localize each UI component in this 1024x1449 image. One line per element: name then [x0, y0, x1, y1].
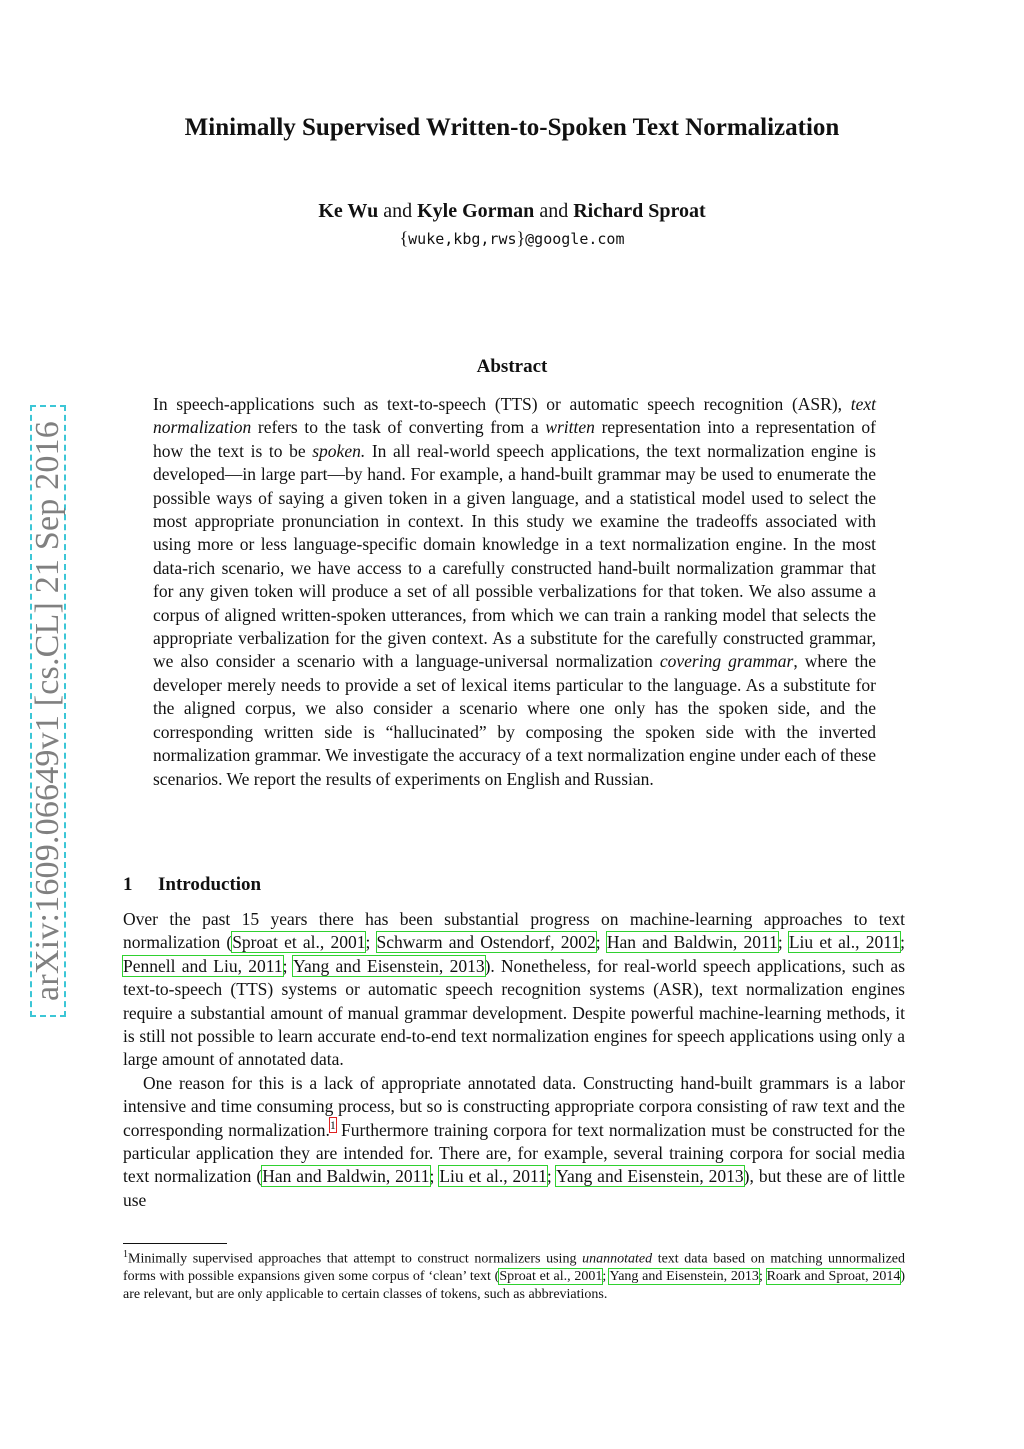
citation-link[interactable]: Han and Baldwin, 2011 [262, 1166, 430, 1187]
paragraph-text: ), but these are of little use [123, 1166, 905, 1210]
paragraph-text: Over the past 15 years there has been substantial progress on machine-learning approaches to text normalization ( [123, 909, 905, 953]
footnote-text: ) are relevant, but are only applicable to certain classes of tokens, such as abbreviations. [123, 1269, 906, 1302]
author-line [0, 200, 1024, 223]
footnote-link[interactable]: 1 [329, 1117, 336, 1132]
abstract-text: refers to the task of converting from a [251, 417, 546, 438]
footnote-divider [123, 1243, 227, 1244]
abstract-text: In speech-applications such as text-to-speech (TTS) or automatic speech recognition (ASR), [153, 394, 851, 414]
email-domain: @google.com [525, 230, 625, 248]
author-name: Richard Sproat [573, 200, 706, 222]
paragraph: One reason for this is a lack of appropriate annotated data. Constructing hand-built grammars is a labor intensive and time consuming process, but so is constructing appropriate corpora consisting of raw text and the corresponding normalization.$^1$ Furthermore training corpora for text normalization must be constructed for the particular application they are intended for. There are, for example, several training corpora for social media text normalization (Han and Baldwin, 2011; Liu et al., 2011; Yang and Eisenstein, 2013), but these are of little use [123, 1072, 905, 1210]
citation-link[interactable]: Yang and Eisenstein, 2013 [556, 1166, 744, 1187]
email-users: wuke,kbg,rws [408, 230, 517, 248]
abstract-text: representation into a representation of how the text is to be [153, 417, 877, 461]
author-separator: and [383, 200, 413, 222]
section-title: Introduction [158, 874, 262, 895]
abstract-emphasis: spoken. [312, 440, 366, 461]
author-name: Ke Wu [318, 200, 379, 222]
section-number: 1 [123, 874, 133, 895]
citation-link[interactable]: Sproat et al., 2001 [232, 932, 366, 953]
abstract-text: , where the developer merely needs to provide a set of lexical items particular to the language. As a substitute for the aligned corpus, we also consider a scenario where one only has the spoken side, and the corresponding written side is “hallucinated” by composing the spoken side with the inverted normalization grammar. We investigate the accuracy of a text normalization engine under each of these scenarios. We report the results of experiments on English and Russian. [153, 651, 876, 789]
introduction-body [123, 908, 905, 1212]
abstract-text: In all real-world speech applications, the text normalization engine is developed—in large part—by hand. For example, a hand-built grammar may be used to enumerate the possible ways of saying a given token in a given language, and a statistical model used to select the most appropriate pronunciation in context. In this study we examine the tradeoffs associated with using more or less language-specific domain knowledge in a text normalization engine. In the most data-rich scenario, we have access to a carefully constructed hand-built normalization grammar that for any given token will produce a set of all possible verbalizations for that token. We also assume a corpus of aligned written-spoken utterances, from which we can train a ranking model that selects the appropriate verbalization for the given context. As a substitute for the carefully constructed grammar, we also consider a scenario with a language-universal normalization [153, 440, 876, 672]
author-emails [0, 228, 1024, 249]
abstract-body [153, 393, 876, 791]
paragraph: Over the past 15 years there has been substantial progress on machine-learning approaches to text normalization (Sproat et al., 2001; Schwarm and Ostendorf, 2002; Han and Baldwin, 2011; Liu et al., 2011; Pennell and Liu, 2011; Yang and Eisenstein, 2013). Nonetheless, for real-world speech applications, such as text-to-speech (TTS) systems or automatic speech recognition systems (ASR), text normalization engines require a substantial amount of manual grammar development. Despite powerful machine-learning methods, it is still not possible to learn accurate end-to-end text normalization engines for speech applications using only a large amount of annotated data. [123, 909, 905, 1070]
author-separator: and [539, 200, 569, 222]
citation-link[interactable]: Han and Baldwin, 2011 [606, 932, 778, 953]
citation-link[interactable]: Yang and Eisenstein, 2013 [609, 1269, 759, 1285]
paragraph-text: One reason for this is a lack of appropriate annotated data. Constructing hand-built grammars is a labor intensive and time consuming process, but so is constructing appropriate corpora consisting of raw text and the corresponding normalization. [123, 1072, 905, 1140]
paper-title: Minimally Supervised Written-to-Spoken Text Normalization [184, 114, 840, 141]
footnote: $^1$Minimally supervised approaches that attempt to construct normalizers using unannotated text data based on matching unnormalized forms with possible expansions given some corpus of ‘clean’ text (Sproat et al., 2001; Yang and Eisenstein, 2013; Roark and Sproat, 2014) are relevant, but are only applicable to certain classes of tokens, such as abbreviations. [123, 1249, 906, 1302]
footnote-text: Minimally supervised approaches that attempt to construct normalizers using [128, 1251, 583, 1267]
section-heading [123, 874, 261, 896]
abstract-emphasis: written [545, 417, 595, 438]
abstract-heading: Abstract [476, 356, 548, 377]
citation-link[interactable]: Liu et al., 2011 [788, 932, 901, 953]
author-name: Kyle Gorman [417, 200, 535, 222]
arxiv-sidebar-stamp [30, 405, 66, 1017]
email-brace-open: { [399, 228, 409, 248]
citation-link[interactable]: Yang and Eisenstein, 2013 [293, 955, 485, 976]
footnote-text: text data based on matching unnormalized forms with possible expansions given some corpus of ‘clean’ text ( [123, 1251, 906, 1285]
paragraph-text: ). Nonetheless, for real-world speech applications, such as text-to-speech (TTS) systems or automatic speech recognition systems (ASR), text normalization engines require a substantial amount of manual grammar development. Despite powerful machine-learning methods, it is still not possible to learn accurate end-to-end text normalization engines for speech applications using only a large amount of annotated data. [123, 955, 905, 1070]
email-brace-close: } [516, 228, 526, 248]
paragraph-text: Furthermore training corpora for text normalization must be constructed for the particular application they are intended for. There are, for example, several training corpora for social media text normalization ( [123, 1119, 905, 1187]
citation-link[interactable]: Schwarm and Ostendorf, 2002 [376, 932, 596, 953]
abstract-emphasis: text normalization [153, 394, 876, 438]
arxiv-identifier[interactable]: arXiv:1609.06649v1 [cs.CL] 21 Sep 2016 [29, 421, 66, 1001]
citation-link[interactable]: Liu et al., 2011 [439, 1166, 547, 1187]
citation-link[interactable]: Roark and Sproat, 2014 [766, 1269, 901, 1285]
footnote-emphasis: unannotated [582, 1251, 653, 1267]
citation-link[interactable]: Sproat et al., 2001 [499, 1269, 603, 1285]
citation-link[interactable]: Pennell and Liu, 2011 [123, 955, 283, 976]
abstract-emphasis: covering grammar [659, 651, 794, 672]
footnote-number: 1 [123, 1249, 128, 1260]
